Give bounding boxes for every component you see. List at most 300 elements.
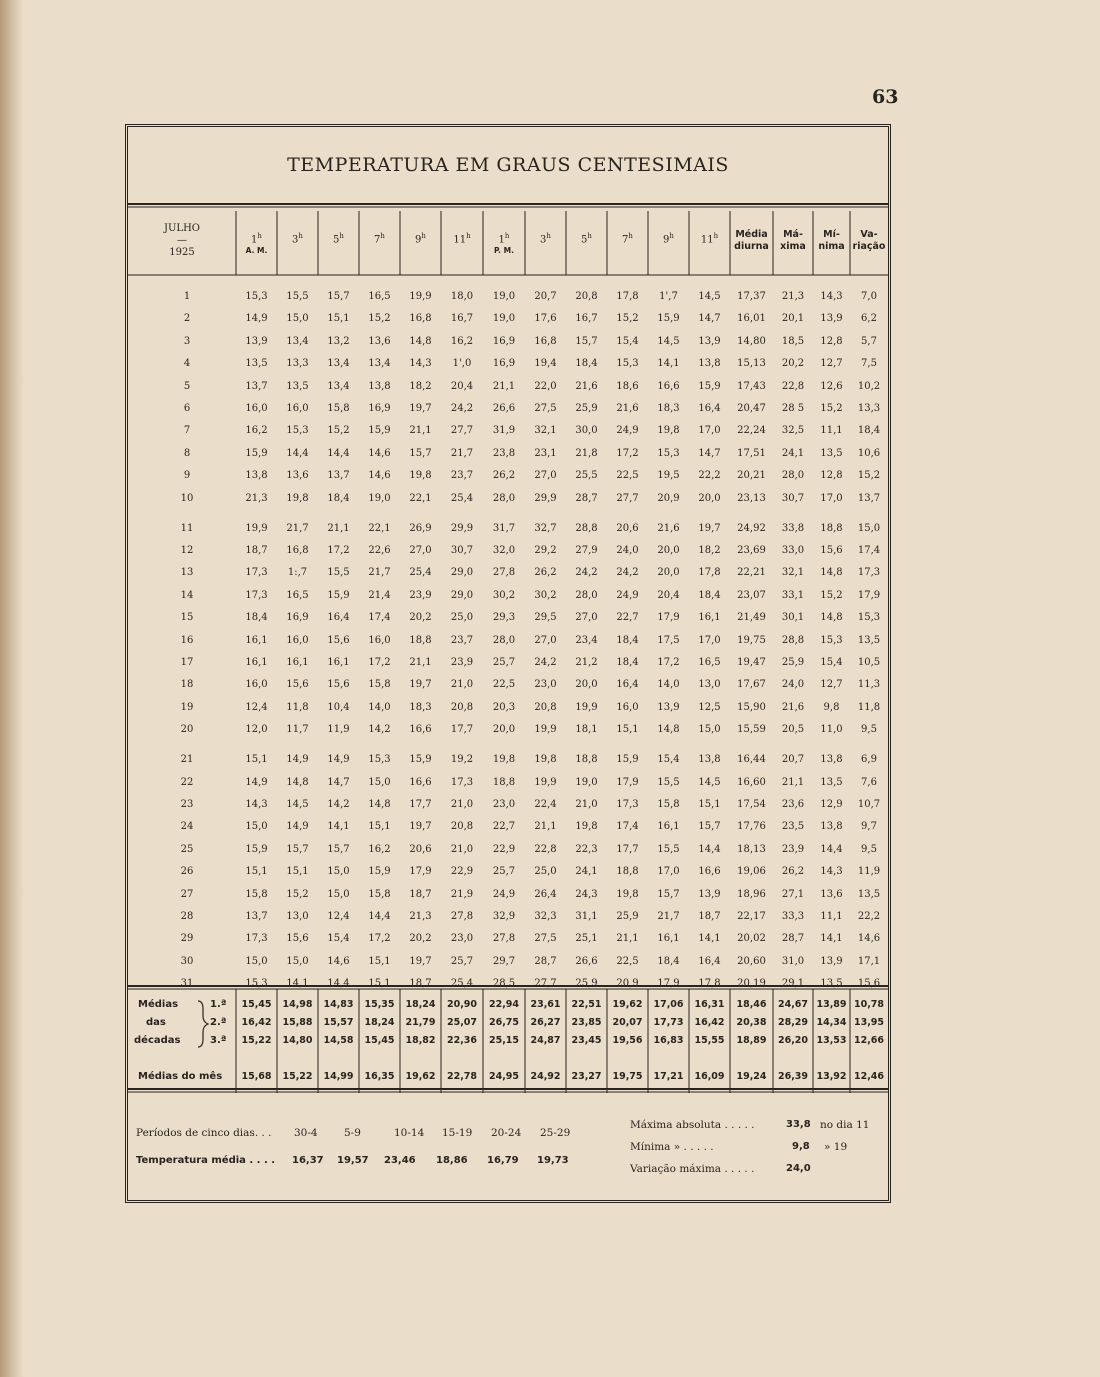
- month-mean-col8: 24,92: [530, 1071, 561, 1082]
- cell-day29-col3: 15,4: [327, 933, 350, 945]
- month-mean-col14: 26,39: [777, 1071, 809, 1082]
- month-mean-col12: 16,09: [694, 1071, 725, 1082]
- cell-day12-col2: 16,8: [286, 545, 309, 556]
- cell-day19-col14: 21,6: [781, 701, 805, 713]
- cell-day1-col7: 19,0: [492, 291, 516, 302]
- cell-day22-col13: 16,60: [737, 776, 766, 788]
- cell-day22-col8: 19,9: [534, 776, 557, 788]
- cell-day11-col9: 28,8: [575, 522, 598, 534]
- cell-day20-col7: 20,0: [492, 724, 516, 736]
- hour-suffix: h: [546, 232, 551, 240]
- cell-day2-col10: 15,2: [616, 313, 639, 325]
- cell-day20-col13: 15,59: [737, 724, 766, 736]
- cell-day22-col1: 14,9: [245, 776, 268, 788]
- cell-day18-col12: 13,0: [698, 679, 721, 691]
- month-means-label: Médias do mês: [138, 1071, 223, 1082]
- table-title: TEMPERATURA EM GRAUS CENTESIMAIS: [287, 154, 729, 176]
- cell-day16-col15: 15,3: [820, 634, 843, 646]
- cell-day23-col9: 21,0: [575, 799, 598, 810]
- decade1-col5: 18,24: [405, 999, 436, 1010]
- cell-day6-col13: 20,47: [737, 403, 766, 414]
- cell-day11-col10: 20,6: [616, 522, 639, 534]
- cell-day1-col6: 18,0: [450, 291, 474, 302]
- cell-day25-col6: 21,0: [450, 843, 474, 855]
- cell-day5-col9: 21,6: [575, 380, 598, 392]
- cell-day10-col9: 28,7: [575, 492, 598, 504]
- cell-day29-col5: 20,2: [409, 933, 432, 945]
- cell-day3-col5: 14,8: [409, 335, 432, 347]
- hour-suffix: h: [339, 232, 344, 240]
- decade3-col7: 25,15: [488, 1035, 520, 1046]
- cell-day10-col12: 20,0: [698, 492, 721, 504]
- cell-day5-col6: 20,4: [450, 380, 474, 392]
- decade-number-3: 3.ª: [210, 1035, 227, 1046]
- cell-day23-col1: 14,3: [245, 799, 268, 810]
- cell-day14-col13: 23,07: [737, 589, 766, 601]
- cell-day8-col9: 21,8: [575, 447, 598, 459]
- cell-day14-col3: 15,9: [327, 589, 350, 601]
- header-hour-2: [277, 231, 318, 245]
- cell-day21-col8: 19,8: [534, 754, 557, 766]
- cell-day6-col6: 24,2: [450, 403, 474, 414]
- cell-day24-col6: 20,8: [450, 821, 474, 833]
- decade-brace: [198, 1001, 208, 1047]
- cell-day18-col3: 15,6: [327, 679, 350, 691]
- cell-day21-col10: 15,9: [616, 754, 639, 766]
- month-mean-col2: 15,22: [282, 1071, 313, 1082]
- cell-day12-col12: 18,2: [698, 545, 721, 556]
- hour-suffix: h: [257, 232, 262, 240]
- cell-day11-col13: 24,92: [737, 522, 766, 534]
- cell-day15-col1: 18,4: [245, 612, 268, 624]
- cell-day9-col8: 27,0: [534, 470, 557, 482]
- temp-media-label: Temperatura média . . . .: [136, 1155, 276, 1166]
- cell-day31-col9: 25,9: [575, 978, 598, 990]
- cell-day6-col3: 15,8: [327, 403, 350, 414]
- period-2: 5-9: [344, 1127, 361, 1139]
- cell-day20-col16: 9,5: [861, 724, 877, 736]
- cell-day13-col12: 17,8: [698, 567, 721, 579]
- cell-day20-col10: 15,1: [616, 724, 639, 736]
- cell-day28-col11: 21,7: [657, 911, 680, 922]
- cell-day2-col4: 15,2: [368, 313, 391, 325]
- cell-day13-col13: 22,21: [737, 567, 766, 579]
- decade1-col7: 22,94: [488, 999, 520, 1010]
- cell-day15-col8: 29,5: [534, 612, 557, 624]
- cell-day31-col7: 28,5: [492, 978, 516, 990]
- cell-day13-col11: 20,0: [657, 567, 680, 579]
- cell-day19-col2: 11,8: [286, 701, 309, 713]
- cell-day29-col16: 14,6: [857, 933, 881, 945]
- cell-day24-col10: 17,4: [616, 821, 639, 833]
- cell-day11-col4: 22,1: [368, 522, 391, 534]
- cell-day27-col9: 24,3: [575, 888, 598, 900]
- cell-day8-col16: 10,6: [857, 447, 881, 459]
- header-extra-2-l1: Má-: [783, 229, 803, 240]
- cell-day23-col13: 17,54: [737, 799, 766, 810]
- cell-day10-col5: 22,1: [409, 492, 432, 504]
- header-hour-11: [648, 231, 689, 245]
- cell-day5-col14: 22,8: [781, 380, 805, 392]
- decade1-col15: 13,89: [816, 999, 847, 1010]
- hour-number: 11: [453, 234, 467, 246]
- decade2-col8: 26,27: [530, 1017, 561, 1028]
- month-mean-col11: 17,21: [653, 1071, 684, 1082]
- cell-day24-col4: 15,1: [368, 821, 391, 833]
- hour-number: 5: [581, 234, 588, 246]
- cell-day12-col14: 33,0: [781, 545, 805, 556]
- cell-day21-col11: 15,4: [657, 754, 680, 766]
- cell-day21-col5: 15,9: [409, 754, 432, 766]
- header-month: JULHO: [164, 223, 200, 234]
- cell-day9-col3: 13,7: [327, 470, 350, 482]
- cell-day3-col15: 12,8: [820, 335, 843, 347]
- cell-day8-col7: 23,8: [492, 447, 516, 459]
- decade1-col14: 24,67: [777, 999, 809, 1010]
- decade2-col1: 16,42: [241, 1017, 272, 1028]
- cell-day23-col8: 22,4: [534, 799, 557, 810]
- cell-day23-col2: 14,5: [286, 799, 309, 810]
- cell-day12-col16: 17,4: [857, 545, 881, 556]
- cell-day2-col14: 20,1: [781, 313, 805, 325]
- decade-label-2: das: [146, 1017, 166, 1028]
- cell-day4-col5: 14,3: [409, 358, 432, 370]
- book-gutter: [0, 0, 24, 1377]
- cell-day23-col14: 23,6: [781, 799, 805, 810]
- cell-day15-col9: 27,0: [575, 612, 598, 624]
- decade3-col13: 18,89: [736, 1035, 767, 1046]
- cell-day28-col12: 18,7: [698, 911, 721, 922]
- decade-number-1: 1.ª: [210, 999, 227, 1010]
- cell-day29-col2: 15,6: [286, 933, 309, 945]
- cell-day2-col5: 16,8: [409, 313, 432, 325]
- cell-day20-col4: 14,2: [368, 724, 391, 736]
- cell-day3-col1: 13,9: [245, 335, 268, 347]
- cell-day17-col11: 17,2: [657, 657, 680, 668]
- cell-day18-col14: 24,0: [781, 679, 805, 691]
- cell-day2-col12: 14,7: [698, 313, 721, 325]
- min-value: 9,8: [792, 1141, 810, 1152]
- cell-day7-col9: 30,0: [575, 425, 598, 437]
- day-18: 18: [180, 679, 194, 691]
- cell-day27-col2: 15,2: [286, 888, 309, 900]
- cell-day9-col2: 13,6: [286, 470, 309, 482]
- hour-suffix: h: [669, 232, 674, 240]
- cell-day26-col12: 16,6: [698, 866, 721, 878]
- cell-day19-col1: 12,4: [245, 701, 268, 713]
- cell-day12-col7: 32,0: [492, 545, 516, 556]
- cell-day18-col6: 21,0: [450, 679, 474, 691]
- month-mean-col13: 19,24: [736, 1071, 767, 1082]
- header-hour-9: [566, 231, 607, 245]
- day-14: 14: [180, 589, 194, 601]
- max-abs-value: 33,8: [786, 1119, 811, 1130]
- cell-day8-col15: 13,5: [820, 447, 843, 459]
- cell-day31-col5: 18,7: [409, 978, 432, 990]
- month-mean-col1: 15,68: [241, 1071, 272, 1082]
- cell-day14-col10: 24,9: [616, 589, 639, 601]
- day-31: 31: [180, 978, 194, 990]
- day-30: 30: [180, 955, 194, 967]
- cell-day29-col10: 21,1: [616, 933, 639, 945]
- day-16: 16: [180, 634, 194, 646]
- cell-day31-col6: 25,4: [450, 978, 474, 990]
- decade3-col15: 13,53: [816, 1035, 847, 1046]
- cell-day9-col7: 26,2: [492, 470, 516, 482]
- header-hour-6: [441, 231, 483, 245]
- min-suffix: » 19: [824, 1141, 848, 1153]
- cell-day1-col14: 21,3: [781, 291, 805, 302]
- cell-day6-col12: 16,4: [698, 403, 721, 414]
- cell-day28-col8: 32,3: [534, 911, 557, 922]
- cell-day3-col12: 13,9: [698, 335, 721, 347]
- cell-day8-col2: 14,4: [286, 447, 309, 459]
- cell-day25-col8: 22,8: [534, 843, 557, 855]
- cell-day15-col5: 20,2: [409, 612, 432, 624]
- cell-day10-col7: 28,0: [492, 492, 516, 504]
- cell-day13-col10: 24,2: [616, 567, 639, 579]
- cell-day27-col16: 13,5: [857, 888, 881, 900]
- cell-day9-col10: 22,5: [616, 470, 639, 482]
- cell-day10-col8: 29,9: [534, 492, 557, 504]
- cell-day15-col3: 16,4: [327, 612, 350, 624]
- cell-day9-col1: 13,8: [245, 470, 268, 482]
- cell-day1-col1: 15,3: [245, 291, 268, 302]
- cell-day3-col9: 15,7: [575, 335, 598, 347]
- cell-day10-col10: 27,7: [616, 492, 639, 504]
- cell-day30-col7: 29,7: [492, 955, 516, 967]
- cell-day18-col2: 15,6: [286, 679, 309, 691]
- cell-day19-col12: 12,5: [698, 701, 721, 713]
- cell-day18-col9: 20,0: [575, 679, 598, 691]
- cell-day18-col15: 12,7: [820, 679, 843, 691]
- cell-day14-col5: 23,9: [409, 589, 432, 601]
- header-hour-8: [525, 231, 566, 245]
- cell-day6-col7: 26,6: [492, 403, 516, 414]
- cell-day25-col5: 20,6: [409, 843, 432, 855]
- cell-day10-col1: 21,3: [245, 492, 268, 504]
- cell-day1-col4: 16,5: [368, 291, 391, 302]
- cell-day30-col8: 28,7: [534, 955, 557, 967]
- cell-day17-col12: 16,5: [698, 657, 721, 668]
- cell-day23-col16: 10,7: [857, 799, 881, 810]
- decade3-col2: 14,80: [282, 1035, 313, 1046]
- decade3-col3: 14,58: [323, 1035, 354, 1046]
- cell-day26-col5: 17,9: [409, 866, 432, 878]
- cell-day14-col6: 29,0: [450, 589, 474, 601]
- cell-day22-col15: 13,5: [820, 776, 843, 788]
- cell-day7-col7: 31,9: [492, 425, 516, 437]
- cell-day22-col12: 14,5: [698, 776, 721, 788]
- cell-day4-col10: 15,3: [616, 358, 639, 370]
- cell-day5-col13: 17,43: [737, 380, 766, 392]
- cell-day23-col6: 21,0: [450, 799, 474, 810]
- cell-day17-col16: 10,5: [857, 657, 881, 668]
- cell-day21-col6: 19,2: [450, 754, 474, 766]
- day-9: 9: [183, 470, 191, 482]
- day-25: 25: [180, 843, 194, 855]
- period-1: 30-4: [294, 1127, 318, 1139]
- cell-day2-col16: 6,2: [861, 313, 877, 325]
- cell-day13-col2: 1:,7: [287, 567, 308, 579]
- cell-day12-col10: 24,0: [616, 545, 639, 556]
- cell-day1-col10: 17,8: [616, 291, 639, 302]
- cell-day20-col9: 18,1: [575, 724, 598, 736]
- cell-day3-col8: 16,8: [534, 335, 557, 347]
- cell-day11-col5: 26,9: [409, 522, 432, 534]
- cell-day5-col11: 16,6: [657, 380, 680, 392]
- cell-day22-col5: 16,6: [409, 776, 432, 788]
- cell-day30-col13: 20,60: [737, 955, 766, 967]
- cell-day10-col14: 30,7: [781, 492, 805, 504]
- cell-day21-col2: 14,9: [286, 754, 309, 766]
- cell-day28-col6: 27,8: [450, 911, 474, 922]
- cell-day6-col5: 19,7: [409, 403, 432, 414]
- decade3-col4: 15,45: [364, 1035, 395, 1046]
- cell-day27-col3: 15,0: [327, 888, 350, 900]
- cell-day21-col12: 13,8: [698, 754, 721, 766]
- cell-day14-col9: 28,0: [575, 589, 598, 601]
- cell-day31-col13: 20,19: [737, 978, 766, 990]
- cell-day29-col1: 17,3: [245, 933, 268, 945]
- cell-day31-col2: 14,1: [286, 978, 309, 990]
- cell-day22-col6: 17,3: [450, 776, 474, 788]
- cell-day3-col10: 15,4: [616, 335, 639, 347]
- cell-day22-col3: 14,7: [327, 776, 350, 788]
- decade3-col10: 19,56: [612, 1035, 643, 1046]
- cell-day29-col4: 17,2: [368, 933, 391, 945]
- cell-day23-col15: 12,9: [820, 799, 843, 810]
- month-mean-col9: 23,27: [571, 1071, 602, 1082]
- cell-day24-col1: 15,0: [245, 821, 268, 833]
- cell-day25-col12: 14,4: [698, 843, 721, 855]
- cell-day21-col16: 6,9: [861, 754, 877, 766]
- cell-day4-col15: 12,7: [820, 358, 843, 370]
- cell-day21-col14: 20,7: [781, 754, 805, 766]
- cell-day9-col13: 20,21: [737, 470, 766, 482]
- cell-day17-col15: 15,4: [820, 657, 843, 668]
- cell-day2-col9: 16,7: [575, 313, 598, 325]
- cell-day26-col10: 18,8: [616, 866, 639, 878]
- cell-day19-col5: 18,3: [409, 701, 432, 713]
- cell-day24-col2: 14,9: [286, 821, 309, 833]
- cell-day27-col14: 27,1: [781, 888, 805, 900]
- cell-day20-col15: 11,0: [820, 724, 843, 736]
- cell-day2-col7: 19,0: [492, 313, 516, 325]
- month-mean-col5: 19,62: [405, 1071, 436, 1082]
- cell-day29-col14: 28,7: [781, 933, 805, 945]
- hour-suffix: h: [466, 232, 471, 240]
- cell-day15-col15: 14,8: [820, 612, 843, 624]
- cell-day13-col6: 29,0: [450, 567, 474, 579]
- hour-period: P. M.: [494, 246, 514, 256]
- cell-day25-col13: 18,13: [737, 843, 766, 855]
- cell-day16-col10: 18,4: [616, 634, 639, 646]
- hour-period: A. M.: [245, 246, 268, 256]
- cell-day9-col6: 23,7: [450, 470, 474, 482]
- cell-day31-col16: 15,6: [857, 978, 881, 990]
- cell-day27-col12: 13,9: [698, 888, 721, 900]
- cell-day2-col3: 15,1: [327, 313, 350, 325]
- decade1-col3: 14,83: [323, 999, 354, 1010]
- cell-day16-col8: 27,0: [534, 634, 557, 646]
- cell-day19-col7: 20,3: [492, 701, 516, 713]
- cell-day18-col11: 14,0: [657, 679, 680, 691]
- cell-day4-col2: 13,3: [286, 358, 309, 370]
- hour-number: 1: [498, 234, 505, 246]
- decade3-col9: 23,45: [571, 1035, 602, 1046]
- cell-day28-col14: 33,3: [781, 911, 805, 922]
- cell-day24-col5: 19,7: [409, 821, 432, 833]
- cell-day14-col12: 18,4: [698, 589, 721, 601]
- day-3: 3: [183, 335, 191, 347]
- cell-day31-col12: 17,8: [698, 978, 721, 990]
- decade2-col6: 25,07: [446, 1017, 478, 1028]
- cell-day14-col15: 15,2: [820, 589, 843, 601]
- decade-label-3: décadas: [134, 1035, 181, 1046]
- cell-day12-col8: 29,2: [534, 545, 557, 556]
- cell-day14-col7: 30,2: [492, 589, 516, 601]
- cell-day3-col7: 16,9: [492, 335, 516, 347]
- cell-day9-col12: 22,2: [698, 470, 721, 482]
- cell-day7-col1: 16,2: [245, 425, 268, 437]
- cell-day15-col16: 15,3: [857, 612, 881, 624]
- cell-day23-col10: 17,3: [616, 799, 639, 810]
- cell-day5-col15: 12,6: [820, 380, 843, 392]
- cell-day12-col4: 22,6: [368, 545, 391, 556]
- cell-day2-col1: 14,9: [245, 313, 268, 325]
- decade1-col13: 18,46: [736, 999, 767, 1010]
- cell-day25-col10: 17,7: [616, 843, 639, 855]
- cell-day25-col15: 14,4: [820, 843, 843, 855]
- day-11: 11: [180, 522, 194, 534]
- cell-day22-col9: 19,0: [575, 776, 598, 788]
- cell-day18-col4: 15,8: [368, 679, 391, 691]
- hour-suffix: h: [421, 232, 426, 240]
- cell-day24-col16: 9,7: [861, 821, 877, 833]
- cell-day29-col7: 27,8: [492, 933, 516, 945]
- cell-day11-col7: 31,7: [492, 522, 516, 534]
- decade3-col11: 16,83: [653, 1035, 684, 1046]
- header-hour-3: [318, 231, 359, 245]
- cell-day16-col4: 16,0: [368, 634, 391, 646]
- cell-day30-col4: 15,1: [368, 955, 391, 967]
- cell-day19-col13: 15,90: [737, 701, 766, 713]
- cell-day28-col4: 14,4: [368, 911, 391, 922]
- cell-day15-col12: 16,1: [698, 612, 721, 624]
- cell-day22-col4: 15,0: [368, 776, 391, 788]
- cell-day7-col8: 32,1: [534, 425, 557, 437]
- cell-day5-col4: 13,8: [368, 380, 391, 392]
- cell-day6-col14: 28 5: [781, 403, 805, 414]
- decade1-col11: 17,06: [653, 999, 684, 1010]
- hour-number: 5: [333, 234, 340, 246]
- cell-day30-col10: 22,5: [616, 955, 639, 967]
- cell-day15-col7: 29,3: [492, 612, 516, 624]
- cell-day1-col2: 15,5: [286, 291, 309, 302]
- cell-day21-col9: 18,8: [575, 754, 598, 766]
- decade2-col12: 16,42: [694, 1017, 725, 1028]
- cell-day29-col15: 14,1: [820, 933, 843, 945]
- cell-day9-col5: 19,8: [409, 470, 432, 482]
- day-2: 2: [183, 313, 191, 325]
- cell-day15-col11: 17,9: [657, 612, 680, 624]
- cell-day16-col7: 28,0: [492, 634, 516, 646]
- cell-day23-col7: 23,0: [492, 799, 516, 810]
- temp-media-4: 18,86: [436, 1155, 468, 1166]
- cell-day7-col13: 22,24: [737, 425, 766, 437]
- cell-day24-col14: 23,5: [781, 821, 805, 833]
